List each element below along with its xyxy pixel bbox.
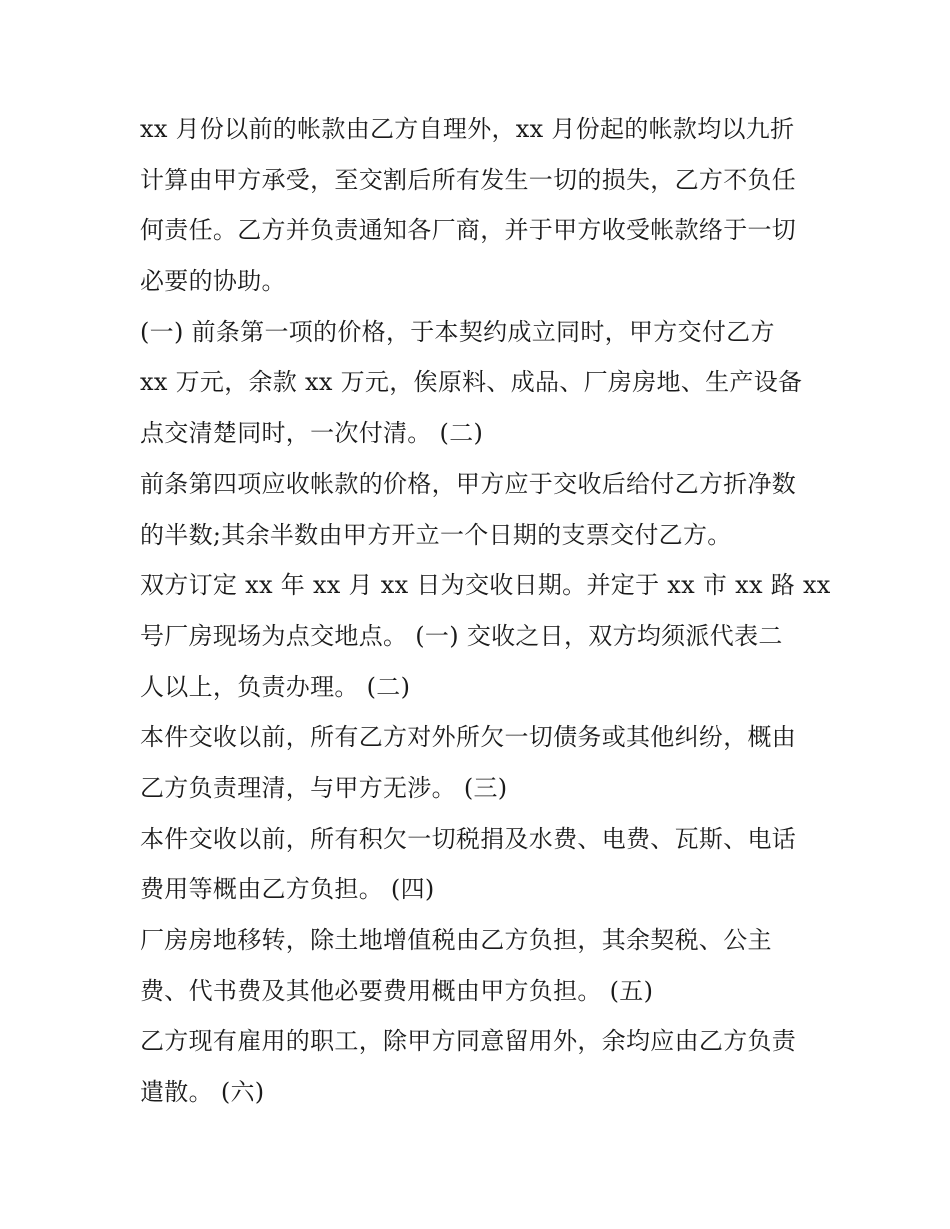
text-line: 厂房房地移转，除土地增值税由乙方负担，其余契税、公主 (140, 926, 772, 954)
text-line: 遣散。 (六) (140, 1078, 265, 1107)
text-line: xx 月份以前的帐款由乙方自理外，xx 月份起的帐款均以九折 (140, 115, 795, 143)
text-line: 双方订定 xx 年 xx 月 xx 日为交收日期。并定于 xx 市 xx 路 xx (140, 571, 831, 600)
text-line: 号厂房现场为点交地点。 (一) 交收之日，双方均须派代表二 (140, 621, 783, 650)
text-line: 乙方现有雇用的职工，除甲方同意留用外，余均应由乙方负责 (140, 1027, 797, 1056)
text-line: xx 万元，余款 xx 万元，俟原料、成品、厂房房地、生产设备 (140, 368, 803, 397)
text-line: 必要的协助。 (140, 267, 286, 296)
text-line: 的半数;其余半数由甲方开立一个日期的支票交付乙方。 (140, 520, 732, 549)
text-line: 人以上，负责办理。 (二) (140, 672, 411, 701)
text-line: 计算由甲方承受，至交割后所有发生一切的损失，乙方不负任 (140, 165, 797, 194)
text-line: 何责任。乙方并负责通知各厂商，并于甲方收受帐款络于一切 (140, 216, 797, 245)
text-line: 本件交收以前，所有积欠一切税捐及水费、电费、瓦斯、电话 (140, 824, 797, 853)
text-line: 本件交收以前，所有乙方对外所欠一切债务或其他纠纷，概由 (140, 723, 797, 752)
text-line: 费、代书费及其他必要费用概由甲方负担。 (五) (140, 976, 654, 1005)
text-line: (一) 前条第一项的价格，于本契约成立同时，甲方交付乙方 (140, 317, 775, 346)
text-line: 乙方负责理清，与甲方无涉。 (三) (140, 773, 508, 802)
text-line: 前条第四项应收帐款的价格，甲方应于交收后给付乙方折净数 (140, 469, 797, 498)
text-line: 费用等概由乙方负担。 (四) (140, 875, 435, 904)
document-body (140, 104, 831, 1118)
text-line: 点交清楚同时，一次付清。 (二) (140, 419, 484, 448)
